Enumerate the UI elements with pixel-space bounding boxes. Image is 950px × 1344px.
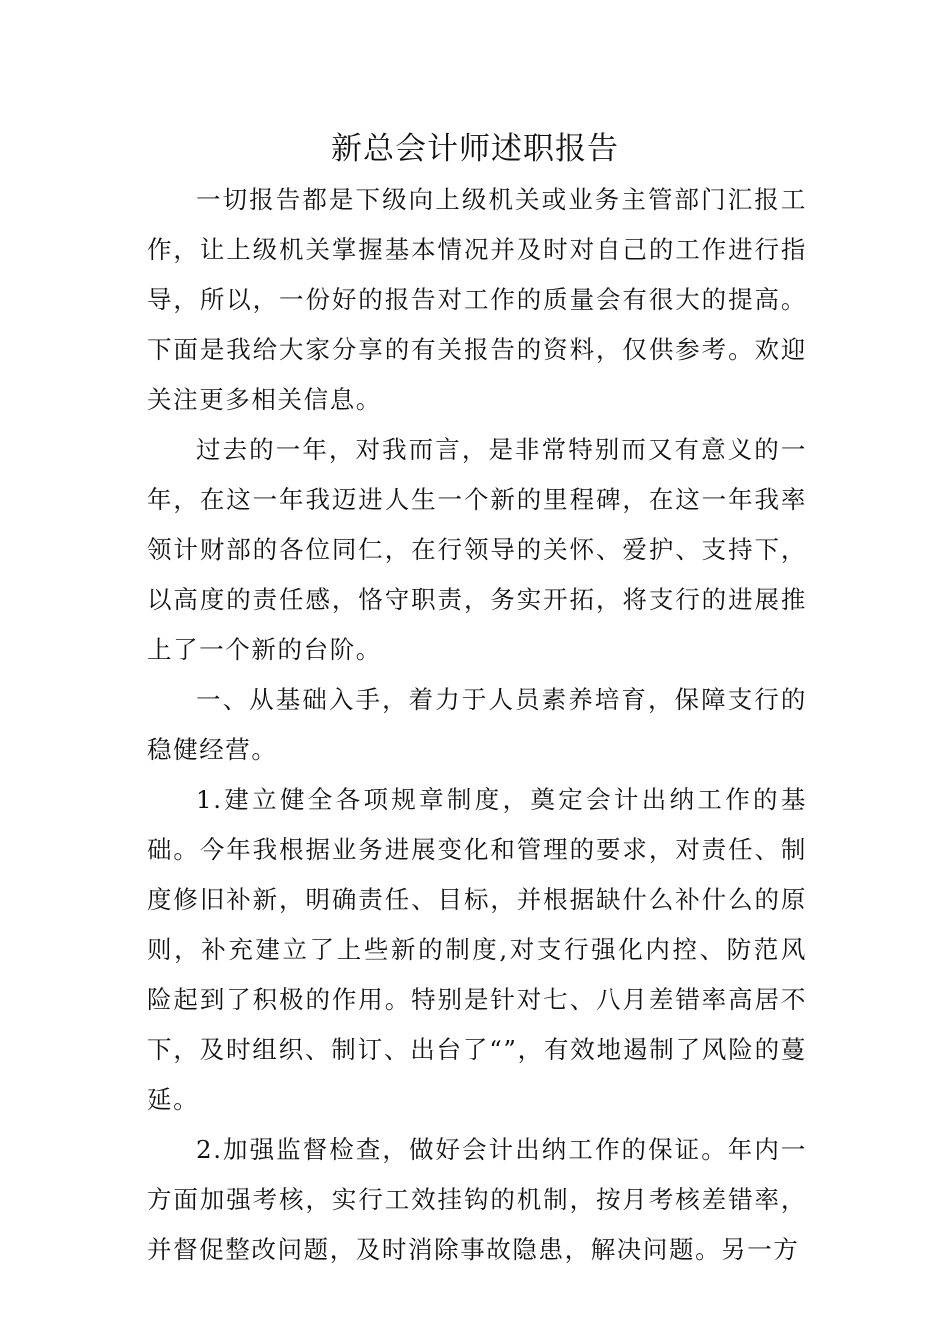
paragraph-past-year: 过去的一年，对我而言，是非常特别而又有意义的一年，在这一年我迈进人生一个新的里程碑，在这一年我率领计财部的各位同仁，在行领导的关怀、爱护、支持下，以高度的责任感，恪守职责，务实开拓，将支行的进展推上了一个新的台阶。 [147, 435, 807, 664]
document-body [147, 175, 807, 1275]
paragraph-section-one-heading: 一、从基础入手，着力于人员素养培育，保障支行的稳健经营。 [147, 685, 807, 764]
paragraph-intro: 一切报告都是下级向上级机关或业务主管部门汇报工作，让上级机关掌握基本情况并及时对自己的工作进行指导，所以，一份好的报告对工作的质量会有很大的提高。下面是我给大家分享的有关报告的资料，仅供参考。欢迎关注更多相关信息。 [147, 185, 807, 414]
paragraph-item-2: 2.加强监督检查，做好会计出纳工作的保证。年内一方面加强考核，实行工效挂钩的机制，按月考核差错率，并督促整改问题，及时消除事故隐患，解决问题。另一方 [147, 1135, 807, 1264]
document-title: 新总会计师述职报告 [331, 131, 619, 167]
paragraph-item-1: 1.建立健全各项规章制度，奠定会计出纳工作的基础。今年我根据业务进展变化和管理的要求，对责任、制度修旧补新，明确责任、目标，并根据缺什么补什么的原则，补充建立了上些新的制度,对支行强化内控、防范风险起到了积极的作用。特别是针对七、八月差错率高居不下，及时组织、制订、出台了“”，有效地遏制了风险的蔓延。 [147, 785, 807, 1114]
